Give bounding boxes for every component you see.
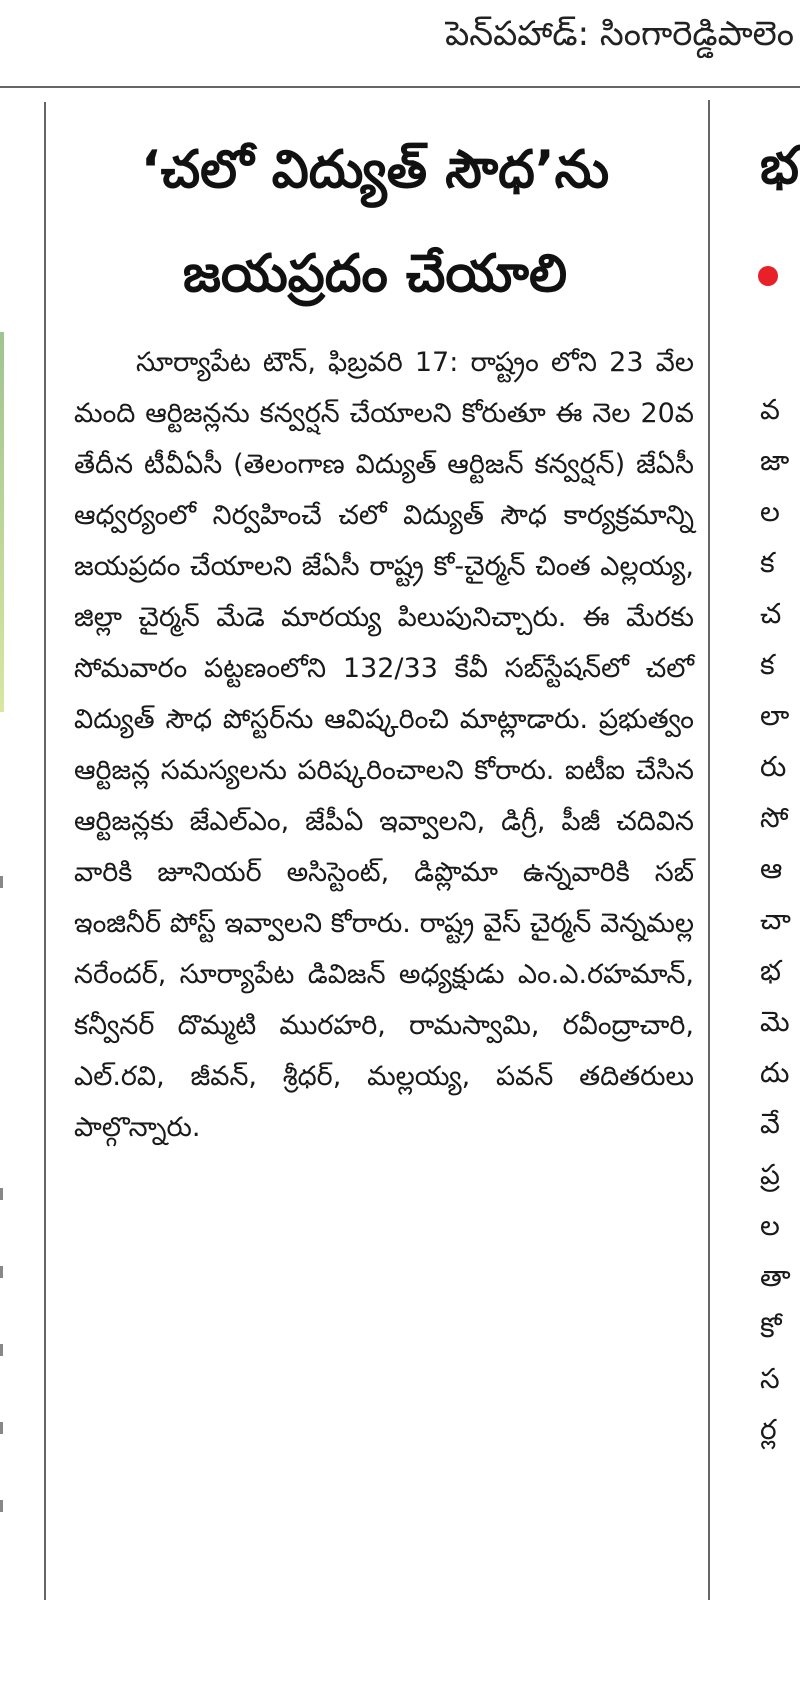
bullet-dot-icon: [758, 266, 778, 286]
next-article-body: [760, 384, 800, 1600]
next-article-line: తా: [760, 1260, 791, 1293]
next-article-line: క: [760, 648, 775, 681]
next-article-line: ప్ర: [760, 1158, 780, 1191]
next-article-line: వే: [760, 1107, 780, 1140]
edge-mark: [0, 1188, 3, 1200]
column-divider-right: [708, 100, 710, 1600]
next-article-line: కో: [760, 1311, 782, 1344]
edge-mark: [0, 1422, 3, 1434]
edge-mark: [0, 1500, 3, 1512]
top-header-bar: [0, 0, 800, 88]
next-article-line: చా: [760, 903, 791, 936]
article-headline: ‘చలో విద్యుత్ సౌధ’ను జయప్రదం చేయాలి: [140, 140, 610, 304]
next-article-line: ల: [760, 1209, 780, 1242]
next-article-line: జా: [760, 444, 790, 477]
article-paragraph: సూర్యాపేట టౌన్, ఫిబ్రవరి 17: రాష్ట్రం లోని 23 వేల మంది ఆర్టిజన్లను కన్వర్షన్ చేయాలని కోరుతూ ఈ నెల 20వ తేదీన టీవీఏసీ (తెలంగాణ విద్యుత్ ఆర్టిజన్ కన్వర్షన్) జేఏసీ ఆధ్వర్యంలో నిర్వహించే చలో విద్యుత్ సౌధ కార్యక్రమాన్ని జయప్రదం చేయాలని జేఏసీ రాష్ట్ర కో-చైర్మన్ చింత ఎల్లయ్య, జిల్లా చైర్మన్ మేడె మారయ్య పిలుపునిచ్చారు. ఈ మేరకు సోమవారం పట్టణంలోని 132/33 కేవీ సబ్‌స్టేషన్‌లో చలో విద్యుత్ సౌధ పోస్టర్‌ను ఆవిష్కరించి మాట్లాడారు. ప్రభుత్వం ఆర్టిజన్ల సమస్యలను పరిష్కరించాలని కోరారు. ఐటీఐ చేసిన ఆర్టిజన్లకు జేఎల్ఎం, జేపీఏ ఇవ్వాలని, డిగ్రీ, పీజీ చదివిన వారికి జూనియర్ అసిస్టెంట్, డిప్లొమా ఉన్నవారికి సబ్ ఇంజినీర్ పోస్ట్ ఇవ్వాలని కోరారు. రాష్ట్ర వైస్ చైర్మన్ వెన్నమల్ల నరేందర్, సూర్యాపేట డివిజన్ అధ్యక్షుడు ఎం.ఎ.రహమాన్, కన్వీనర్ దొమ్మటి మురహరి, రామస్వామి, రవీంద్రాచారి, ఎల్.రవి, జీవన్, శ్రీధర్, మల్లయ్య, పవన్ తదితరులు పాల్గొన్నారు.: [74, 347, 694, 1143]
next-article-headline: భ: [760, 136, 800, 196]
next-article-line: మె: [760, 1005, 790, 1038]
edge-mark: [0, 1266, 3, 1278]
next-article-line: ల: [760, 495, 780, 528]
next-article-line: చ: [760, 597, 782, 630]
next-article-line: వ: [760, 393, 780, 426]
dateline-place-header: పెన్‌పహాడ్: సింగారెడ్డిపాలెం: [445, 14, 794, 54]
next-article-line: ఆ: [760, 852, 783, 885]
next-article-line: రు: [760, 750, 787, 783]
edge-mark: [0, 1344, 3, 1356]
adjacent-ad-strip: [0, 332, 4, 712]
left-column-edge: [0, 86, 16, 1690]
next-article-line: ర్ల: [760, 1413, 777, 1446]
edge-mark: [0, 876, 3, 888]
next-article-line: దు: [760, 1056, 790, 1089]
next-article-line: స: [760, 1362, 780, 1395]
next-article-line: భ: [760, 954, 782, 987]
next-article-line: లా: [760, 699, 790, 732]
column-divider-left: [44, 102, 46, 1600]
next-article-line: సో: [760, 801, 789, 834]
next-article-line: క: [760, 546, 775, 579]
article-body: [74, 337, 694, 1153]
